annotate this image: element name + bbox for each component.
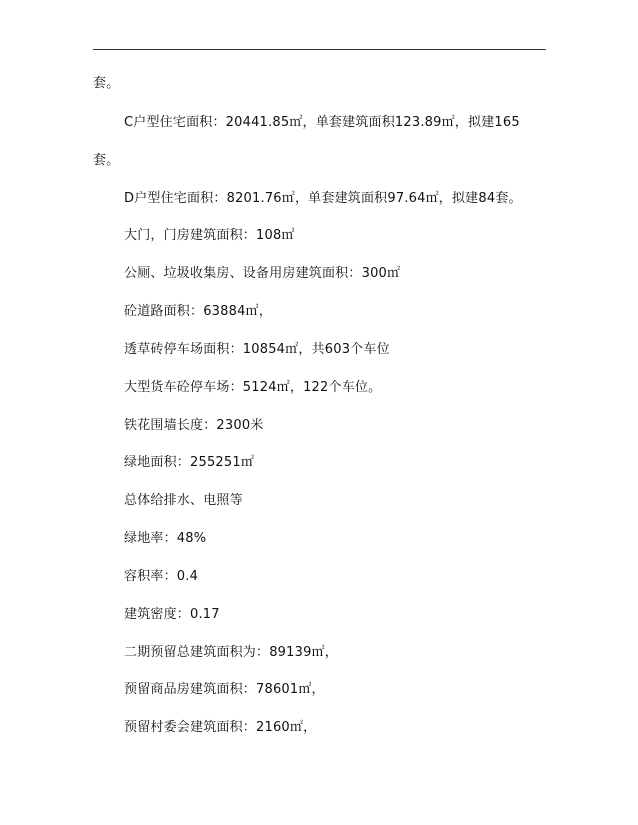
text-line: 套。 bbox=[93, 153, 120, 168]
text-line: 二期预留总建筑面积为：89139㎡， bbox=[124, 645, 338, 660]
text-line: 铁花围墙长度：2300米 bbox=[124, 418, 264, 433]
text-line: 绿地率：48% bbox=[124, 531, 207, 546]
text-line: 预留村委会建筑面积：2160㎡， bbox=[124, 720, 317, 735]
text-line: 透草砖停车场面积：10854㎡，共603个车位 bbox=[124, 342, 390, 357]
text-line: 套。 bbox=[93, 76, 120, 91]
text-line: 大型货车砼停车场：5124㎡，122个车位。 bbox=[124, 380, 382, 395]
text-line: C户型住宅面积：20441.85㎡，单套建筑面积123.89㎡，拟建165 bbox=[124, 115, 520, 130]
text-line: 公厕、垃圾收集房、设备用房建筑面积：300㎡ bbox=[124, 266, 401, 281]
text-line: D户型住宅面积：8201.76㎡，单套建筑面积97.64㎡，拟建84套。 bbox=[124, 191, 522, 206]
text-line: 绿地面积：255251㎡ bbox=[124, 455, 255, 470]
text-line: 总体给排水、电照等 bbox=[124, 493, 243, 508]
text-line: 容积率：0.4 bbox=[124, 569, 199, 584]
header-rule bbox=[93, 49, 546, 50]
text-line: 砼道路面积：63884㎡， bbox=[124, 304, 272, 319]
text-line: 建筑密度：0.17 bbox=[124, 607, 220, 622]
text-line: 大门，门房建筑面积：108㎡ bbox=[124, 228, 295, 243]
text-line: 预留商品房建筑面积：78601㎡， bbox=[124, 682, 325, 697]
